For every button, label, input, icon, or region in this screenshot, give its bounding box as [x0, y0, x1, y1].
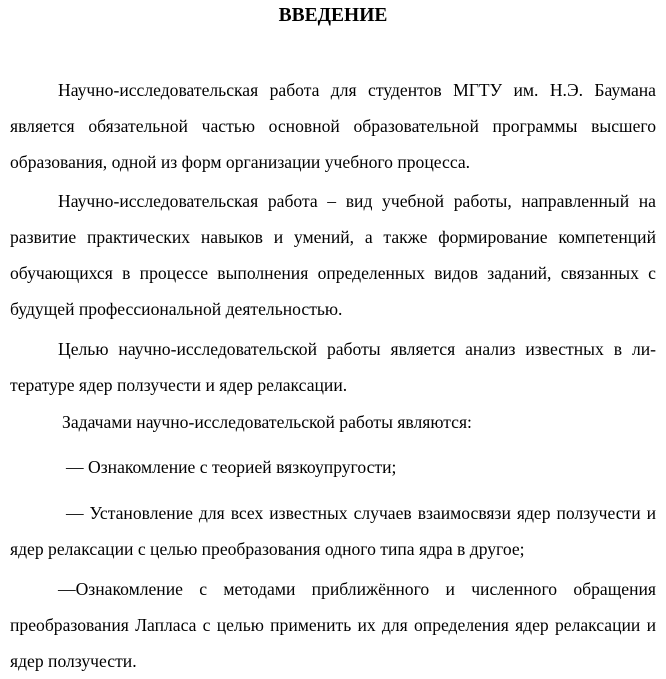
page-title: ВВЕДЕНИЕ — [278, 5, 388, 26]
task-item-1: — Ознакомление с теорией вязкоупругости; — [66, 457, 397, 477]
paragraph-goal: Целью научно-исследовательской работы является анализ известных в литературе ядер ползучести и ядер релаксации. — [10, 339, 656, 395]
paragraph-intro: Научно-исследовательская работа для студентов МГТУ им. Н.Э. Баумана является обязательной частью основной образовательной программы высшего образования, одной из форм организации учебного процесса. — [10, 80, 656, 172]
task-item-3: —Ознакомление с методами приближённого и численного обращения преобразования Лапласа с целью применить их для определения ядер релаксации и ядер ползучести. — [10, 579, 656, 671]
task-item-2: — Установление для всех известных случаев взаимосвязи ядер ползучести и ядер релаксации с целью преобразования одного типа ядра в другое; — [10, 503, 656, 559]
paragraph-definition: Научно-исследовательская работа – вид учебной работы, направленный на развитие практических навыков и умений, а также формирование компетенций обучающихся в процессе выполнения определенных видов заданий, связанных с будущей профессиональной деятельностью. — [10, 191, 656, 319]
paragraph-tasks-heading: Задачами научно-исследовательской работы являются: — [62, 412, 472, 432]
